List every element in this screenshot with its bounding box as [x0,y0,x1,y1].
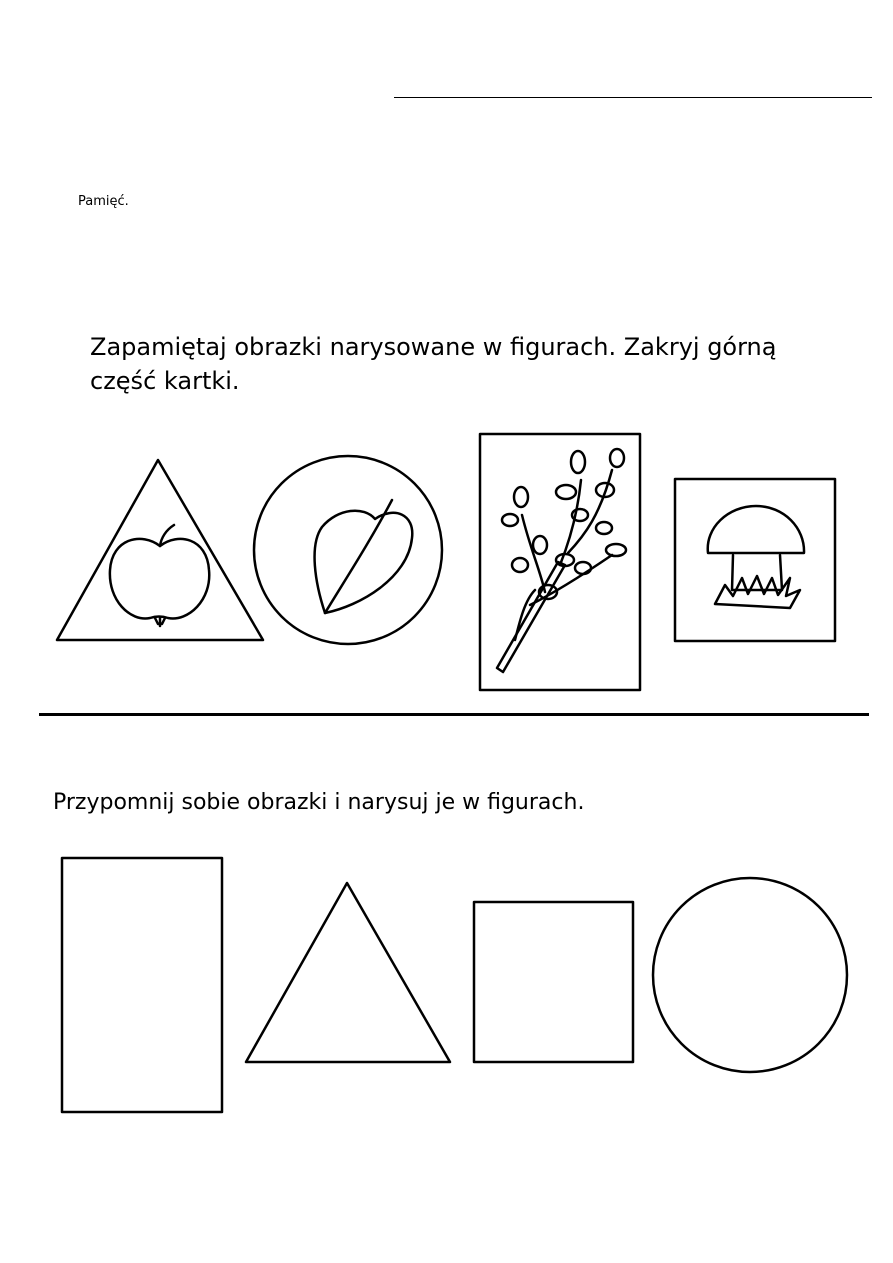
memorize-instruction: Zapamiętaj obrazki narysowane w figurach. Zakryj górną część kartki. [90,333,777,395]
memorize-square-figure [675,479,835,641]
section-label: Pamięć. [78,194,129,209]
mushroom-icon [708,506,804,608]
recall-rectangle-figure[interactable] [62,858,222,1112]
apple-icon [110,525,209,626]
recall-triangle-figure[interactable] [246,883,450,1062]
memorize-triangle-figure [57,460,263,640]
memorize-circle-figure [254,456,442,644]
recall-square-figure[interactable] [474,902,633,1062]
recall-instruction: Przypomnij sobie obrazki i narysuj je w figurach. [53,790,585,815]
cut-divider [39,713,869,716]
branch-icon [497,449,626,672]
recall-circle-figure[interactable] [653,878,847,1072]
leaf-icon [315,500,413,613]
memorize-rectangle-figure [480,434,640,690]
